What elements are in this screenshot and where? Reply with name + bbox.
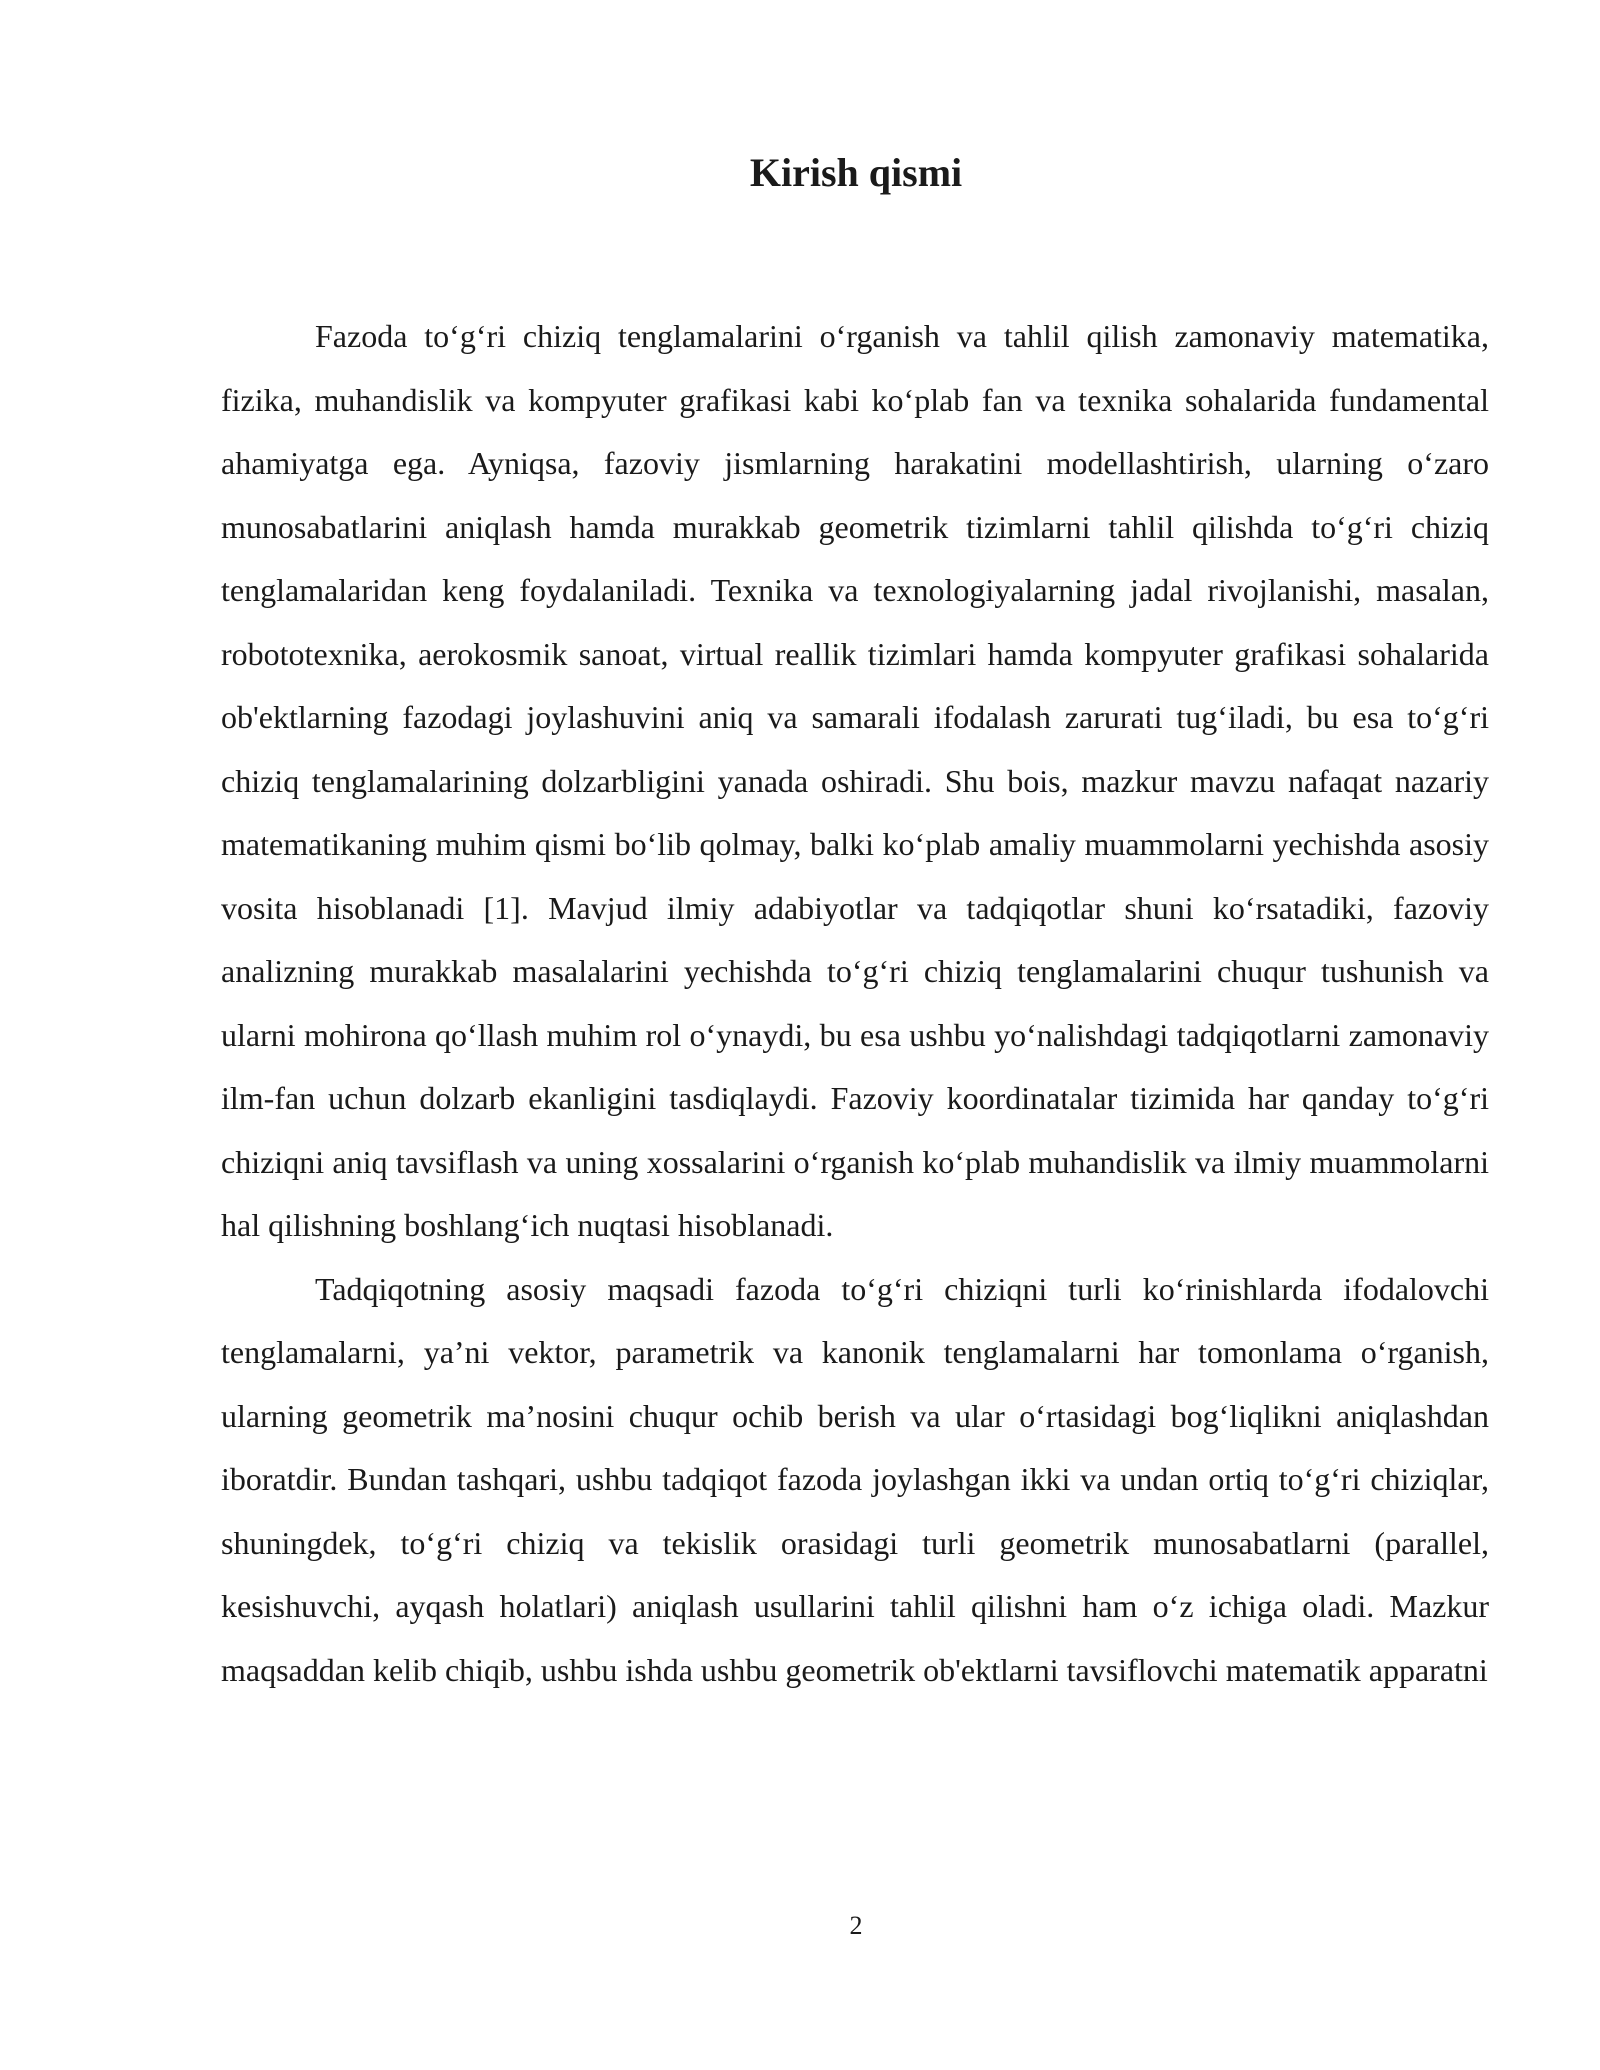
page-number: 2 (849, 1911, 863, 1940)
paragraph-research-goal: Tadqiqotning asosiy maqsadi fazoda to‘g‘ri chiziqni turli ko‘rinishlarda ifodalovchi tenglamalarni, ya’ni vektor, parametrik va kanonik tenglamalarni har tomonlama o‘rganish, ularning geometrik ma’nosini chuqur ochib berish va ular o‘rtasidagi bog‘liqlikni aniqlashdan iboratdir. Bundan tashqari, ushbu tadqiqot fazoda joylashgan ikki va undan ortiq to‘g‘ri chiziqlar, shuningdek, to‘g‘ri chiziq va tekislik orasidagi turli geometrik munosabatlarni (parallel, kesishuvchi, ayqash holatlari) aniqlash usullarini tahlil qilishni ham o‘z ichiga oladi. Mazkur maqsaddan kelib chiqib, ushbu ishda ushbu geometrik ob'ektlarni tavsiflovchi matematik apparatni (221, 1270, 1489, 1688)
body-text (221, 305, 1489, 1702)
page-title: Kirish qismi (749, 150, 963, 195)
paragraph-introduction: Fazoda to‘g‘ri chiziq tenglamalarini o‘rganish va tahlil qilish zamonaviy matematika, fizika, muhandislik va kompyuter grafikasi kabi ko‘plab fan va texnika sohalarida fundamental ahamiyatga ega. Ayniqsa, fazoviy jismlarning harakatini modellashtirish, ularning o‘zaro munosabatlarini aniqlash hamda murakkab geometrik tizimlarni tahlil qilishda to‘g‘ri chiziq tenglamalaridan keng foydalaniladi. Texnika va texnologiyalarning jadal rivojlanishi, masalan, robototexnika, aerokosmik sanoat, virtual reallik tizimlari hamda kompyuter grafikasi sohalarida ob'ektlarning fazodagi joylashuvini aniq va samarali ifodalash zarurati tug‘iladi, bu esa to‘g‘ri chiziq tenglamalarining dolzarbligini yanada oshiradi. Shu bois, mazkur mavzu nafaqat nazariy matematikaning muhim qismi bo‘lib qolmay, balki ko‘plab amaliy muammolarni yechishda asosiy vosita hisoblanadi [1]. Mavjud ilmiy adabiyotlar va tadqiqotlar shuni ko‘rsatadiki, fazoviy analizning murakkab masalalarini yechishda to‘g‘ri chiziq tenglamalarini chuqur tushunish va ularni mohirona qo‘llash muhim rol o‘ynaydi, bu esa ushbu yo‘nalishdagi tadqiqotlarni zamonaviy ilm-fan uchun dolzarb ekanligini tasdiqlaydi. Fazoviy koordinatalar tizimida har qanday to‘g‘ri chiziqni aniq tavsiflash va uning xossalarini o‘rganish ko‘plab muhandislik va ilmiy muammolarni hal qilishning boshlang‘ich nuqtasi hisoblanadi. (221, 318, 1489, 1243)
